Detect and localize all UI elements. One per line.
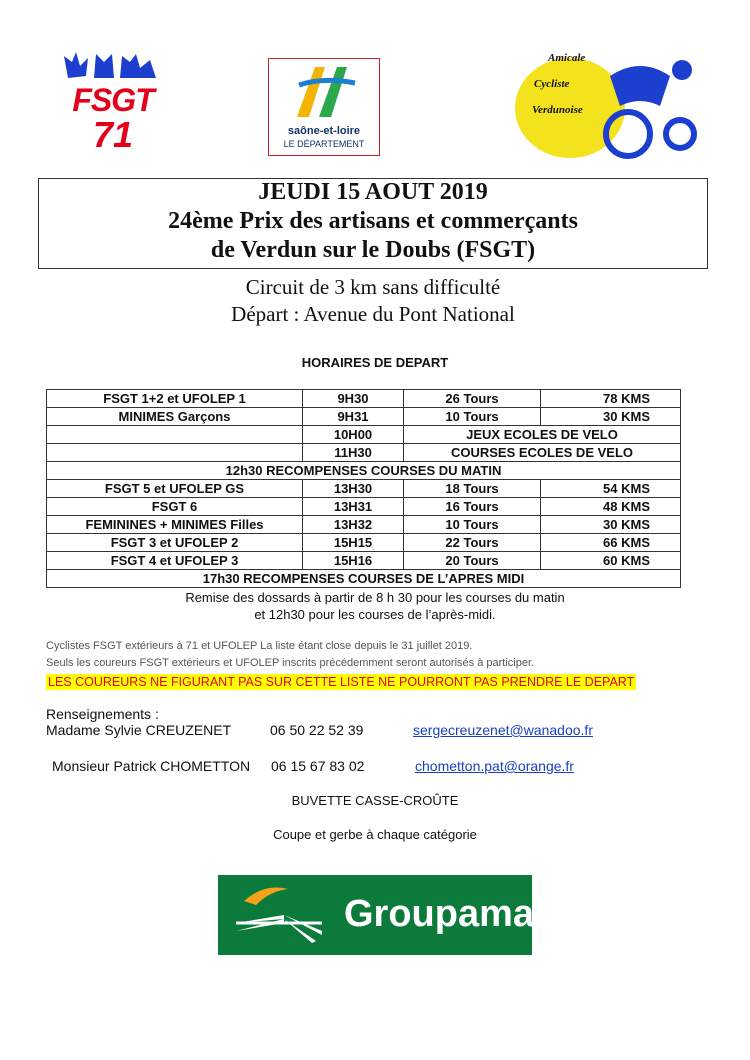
groupama-logo [218,875,535,955]
category-cell [47,444,303,462]
time-cell: 15H16 [303,552,404,570]
amicale-cycliste-logo [510,46,700,161]
table-row [47,480,681,498]
saone-et-loire-logo [268,58,380,156]
kms-cell: 54 KMS [541,480,681,498]
contacts-heading: Renseignements : [46,706,159,722]
time-cell: 13H30 [303,480,404,498]
contact-name: Madame Sylvie CREUZENET [46,722,232,738]
time-cell: 13H32 [303,516,404,534]
category-cell: FSGT 6 [47,498,303,516]
ceremony-cell: 17h30 RECOMPENSES COURSES DE L’APRES MIDI [47,570,681,588]
info-note: Cyclistes FSGT extérieurs à 71 et UFOLEP La liste étant close depuis le 31 juillet 2019. [46,640,473,652]
category-cell: FEMININES + MINIMES Filles [47,516,303,534]
table-row [47,462,681,480]
groupama-sun-icon [226,875,336,955]
fsgt-71-logo [58,48,168,153]
time-cell: 10H00 [303,426,404,444]
kms-cell: 60 KMS [541,552,681,570]
time-cell: 11H30 [303,444,404,462]
table-row [47,498,681,516]
activity-cell: COURSES ECOLES DE VELO [404,444,681,462]
kms-cell: 30 KMS [541,408,681,426]
table-row [47,426,681,444]
coupe-note: Coupe et gerbe à chaque catégorie [273,827,477,842]
kms-cell: 78 KMS [541,390,681,408]
table-row [47,552,681,570]
tours-cell: 22 Tours [404,534,541,552]
title-box [38,178,708,269]
contact-phone: 06 15 67 83 02 [271,758,365,774]
saone-emblem-icon [269,59,379,123]
acv-logo-line3: Verdunoise [532,104,583,116]
tours-cell: 20 Tours [404,552,541,570]
saone-logo-subtext: LE DÉPARTEMENT [283,139,365,149]
dossards-note: Remise des dossards à partir de 8 h 30 pour les courses du matin [185,590,565,605]
tours-cell: 18 Tours [404,480,541,498]
tours-cell: 16 Tours [404,498,541,516]
contact-email-link[interactable]: sergecreuzenet@wanadoo.fr [413,722,593,738]
tours-cell: 26 Tours [404,390,541,408]
event-date: JEUDI 15 AOUT 2019 [258,179,488,205]
tours-cell: 10 Tours [404,408,541,426]
time-cell: 13H31 [303,498,404,516]
table-row [47,534,681,552]
category-cell: FSGT 5 et UFOLEP GS [47,480,303,498]
category-cell [47,426,303,444]
kms-cell: 48 KMS [541,498,681,516]
category-cell: FSGT 3 et UFOLEP 2 [47,534,303,552]
schedule-heading: HORAIRES DE DEPART [301,355,449,370]
category-cell: FSGT 4 et UFOLEP 3 [47,552,303,570]
event-location: de Verdun sur le Doubs (FSGT) [210,237,536,263]
activity-cell: JEUX ECOLES DE VELO [404,426,681,444]
table-row [47,516,681,534]
contact-email-link[interactable]: chometton.pat@orange.fr [415,758,574,774]
tours-cell: 10 Tours [404,516,541,534]
fsgt-logo-number: 71 [92,114,134,155]
category-cell: MINIMES Garçons [47,408,303,426]
depart-info: Départ : Avenue du Pont National [231,302,515,326]
fsgt-logo-text: FSGT [72,82,154,118]
event-title: 24ème Prix des artisans et commerçants [168,208,578,234]
saone-logo-text: saône-et-loire [287,125,361,137]
ceremony-cell: 12h30 RECOMPENSES COURSES DU MATIN [47,462,681,480]
kms-cell: 66 KMS [541,534,681,552]
info-note-2: Seuls les coureurs FSGT extérieurs et UFOLEP inscrits précédemment seront autorisés à participer. [46,657,535,669]
table-row [47,444,681,462]
acv-logo-line2: Cycliste [534,78,570,90]
table-row [47,408,681,426]
dossards-note-2: et 12h30 pour les courses de l’après-midi. [254,607,496,622]
contact-phone: 06 50 22 52 39 [270,722,364,738]
warning-banner: LES COUREURS NE FIGURANT PAS SUR CETTE LISTE NE POURRONT PAS PRENDRE LE DEPART [48,675,635,689]
acv-logo-line1: Amicale [548,52,586,64]
contact-name: Monsieur Patrick CHOMETTON [52,758,251,774]
table-row [47,570,681,588]
kms-cell: 30 KMS [541,516,681,534]
time-cell: 9H31 [303,408,404,426]
buvette-note: BUVETTE CASSE-CROÛTE [291,793,459,808]
groupama-name: Groupama [344,893,535,935]
time-cell: 15H15 [303,534,404,552]
schedule-table [46,389,681,588]
circuit-info: Circuit de 3 km sans difficulté [245,275,501,299]
category-cell: FSGT 1+2 et UFOLEP 1 [47,390,303,408]
time-cell: 9H30 [303,390,404,408]
table-row [47,390,681,408]
